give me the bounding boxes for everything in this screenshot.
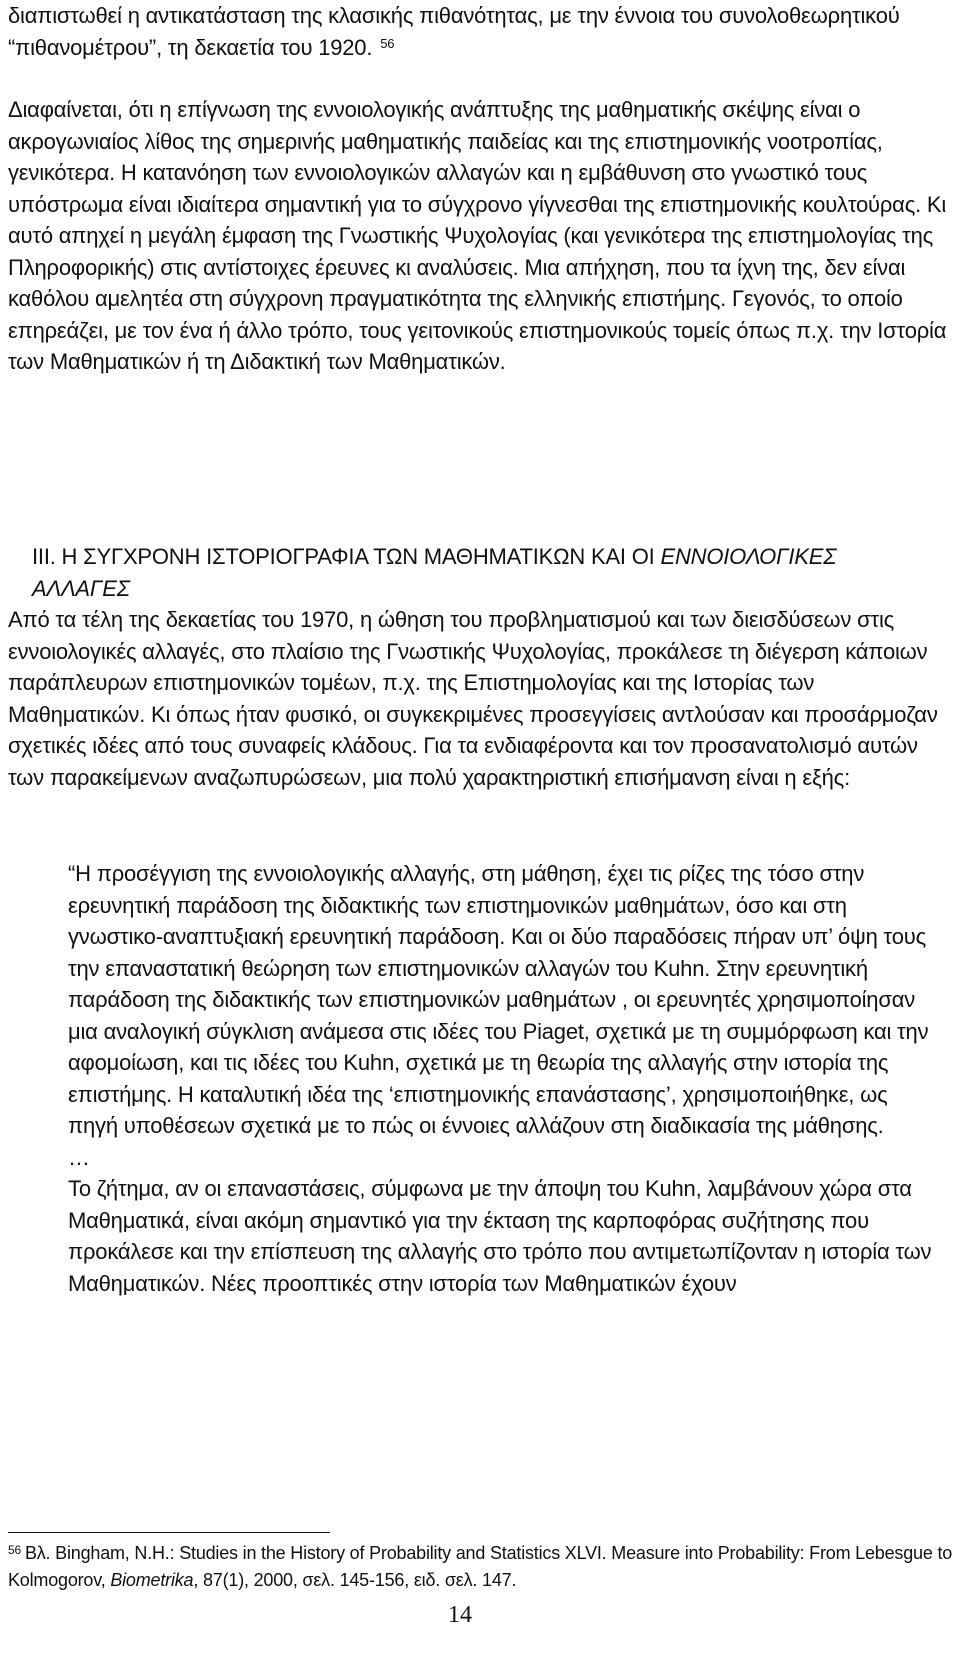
footnote-text-end: , 87(1), 2000, σελ. 145-156, ειδ. σελ. 147. xyxy=(193,1570,517,1590)
footnote-text-start: Βλ. Bingham, N.H.: Studies in the History of Probability and Statistics XLVI. Measure into Probability: From Lebesgue to Kolmogorov, xyxy=(8,1543,953,1590)
section-heading-prefix: ΙΙΙ. Η ΣΥΓΧΡΟΝΗ ΙΣΤΟΡΙΟΓΡΑΦΙΑ ΤΩΝ ΜΑΘΗΜΑΤΙΚΩΝ ΚΑΙ ΟΙ xyxy=(32,544,661,569)
intro-paragraph: Από τα τέλη της δεκαετίας του 1970, η ώθηση του προβληματισμού και των διεισδύσεων στις εννοιολογικές αλλαγές, στο πλαίσιο της Γνωστικής Ψυχολογίας, προκάλεσε τη διέγερση κάποιων παράπλευρων επιστημονικών τομέων, π.χ. της Επιστημολογίας και της Ιστορίας των Μαθηματικών. Κι όπως ήταν φυσικό, οι συγκεκριμένες προσεγγίσεις αντλούσαν και προσάρμοζαν σχετικές ιδέες από τους συναφείς κλάδους. Για τα ενδιαφέροντα και τον προσανατολισμό αυτών των παρακείμενων αναζωπυρώσεων, μια πολύ χαρακτηριστική επισήμανση είναι η εξής: xyxy=(8,607,938,790)
footnote-separator xyxy=(8,1532,330,1533)
top-paragraph-text: διαπιστωθεί η αντικατάσταση της κλασικής πιθανότητας, με την έννοια του συνολοθεωρητικού “πιθανομέτρου”, τη δεκαετία του 1920. xyxy=(8,3,900,60)
page-number: 14 xyxy=(448,1602,472,1628)
quote-part-1: “Η προσέγγιση της εννοιολογικής αλλαγής, στη μάθηση, έχει τις ρίζες της τόσο στην ερευνητική παράδοση της διδακτικής των επιστημονικών μαθημάτων, όσο και στη γνωστικο-αναπτυξιακή ερευνητική παράδοση. Και οι δύο παραδόσεις πήραν υπ’ όψη τους την επαναστατική θεώρηση των επιστημονικών αλλαγών του Kuhn. Στην ερευνητική παράδοση της διδακτικής των επιστημονικών μαθημάτων , οι ερευνητές χρησιμοποίησαν μια αναλογική σύγκλιση ανάμεσα στις ιδέες του Piaget, σχετικά με τη συμμόρφωση και την αφομοίωση, και τις ιδέες του Kuhn, σχετικά με τη θεωρία της αλλαγής στην ιστορία της επιστήμης. Η καταλυτική ιδέα της ‘επιστημονικής επανάστασης’, χρησιμοποιήθηκε, ως πηγή υποθέσεων σχετικά με το πώς οι έννοιες αλλάζουν στη διαδικασία της μάθησης. xyxy=(68,861,929,1138)
block-quote xyxy=(68,858,938,1299)
footnote xyxy=(8,1540,953,1594)
quote-ellipsis: … xyxy=(68,1144,90,1170)
top-paragraph xyxy=(8,0,953,63)
footnote-number: 56 xyxy=(8,1543,21,1557)
footnote-reference: 56 xyxy=(380,35,395,51)
section-heading-italic: ΕΝΝΟΙΟΛΟΓΙΚΕΣ ΑΛΛΑΓΕΣ xyxy=(32,544,837,601)
section-heading xyxy=(32,541,932,604)
main-paragraph: Διαφαίνεται, ότι η επίγνωση της εννοιολογικής ανάπτυξης της μαθηματικής σκέψης είναι ο ακρογωνιαίος λίθος της σημερινής μαθηματικής παιδείας και της επιστημονικής νοοτροπίας, γενικότερα. Η κατανόηση των εννοιολογικών αλλαγών και η εμβάθυνση στο γνωστικό τους υπόστρωμα είναι ιδιαίτερα σημαντική για το σύγχρονο γίγνεσθαι της επιστημονικής κουλτούρας. Κι αυτό απηχεί η μεγάλη έμφαση της Γνωστικής Ψυχολογίας (και γενικότερα της επιστημολογίας της Πληροφορικής) στις αντίστοιχες έρευνες κι αναλύσεις. Μια απήχηση, που τα ίχνη της, δεν είναι καθόλου αμελητέα στη σύγχρονη πραγματικότητα της ελληνικής επιστήμης. Γεγονός, το οποίο επηρεάζει, με τον ένα ή άλλο τρόπο, τους γειτονικούς επιστημονικούς τομείς όπως π.χ. την Ιστορία των Μαθηματικών ή τη Διδακτική των Μαθηματικών. xyxy=(8,97,947,374)
quote-part-2: Το ζήτημα, αν οι επαναστάσεις, σύμφωνα με την άποψη του Kuhn, λαμβάνουν χώρα στα Μαθηματικά, είναι ακόμη σημαντικό για την έκταση της καρποφόρας συζήτησης που προκάλεσε και την επίσπευση της αλλαγής στο τρόπο που αντιμετωπίζονταν η ιστορία των Μαθηματικών. Νέες προοπτικές στην ιστορία των Μαθηματικών έχουν xyxy=(68,1176,932,1296)
footnote-journal: Biometrika xyxy=(110,1570,194,1590)
